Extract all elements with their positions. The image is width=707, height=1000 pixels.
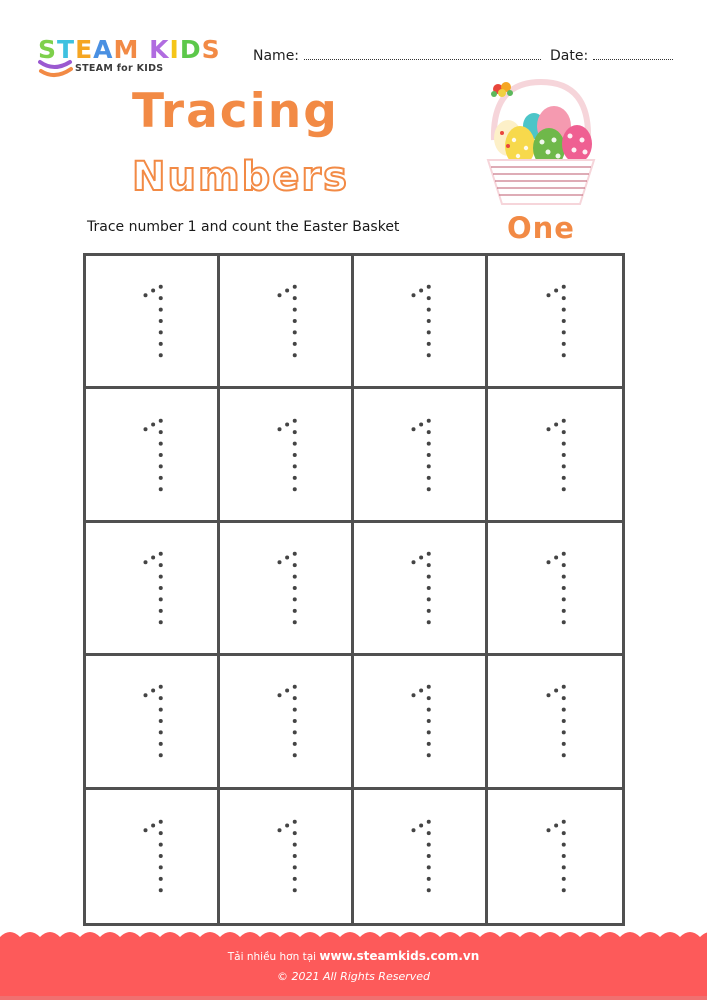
dotted-digit-1-icon xyxy=(544,281,570,361)
dotted-digit-1-icon xyxy=(409,681,435,761)
footer-download-line xyxy=(0,949,707,963)
footer-copyright: © 2021 All Rights Reserved xyxy=(276,970,430,983)
swoosh-icon xyxy=(38,58,74,80)
flower-icon xyxy=(491,82,513,97)
name-line[interactable] xyxy=(304,46,541,60)
trace-cell[interactable] xyxy=(86,256,220,389)
steam-kids-logo xyxy=(38,36,238,82)
logo-letter: S xyxy=(38,35,58,64)
logo-letter: D xyxy=(179,35,202,64)
trace-cell[interactable] xyxy=(220,389,354,522)
logo-letter: M xyxy=(113,35,140,64)
logo-letter: E xyxy=(75,35,94,64)
dotted-digit-1-icon xyxy=(141,548,167,628)
trace-cell[interactable] xyxy=(86,790,220,923)
dotted-digit-1-icon xyxy=(409,281,435,361)
trace-cell[interactable] xyxy=(86,389,220,522)
logo-tagline: STEAM for KIDS xyxy=(75,63,164,74)
trace-cell[interactable] xyxy=(86,656,220,789)
logo-letter xyxy=(139,36,149,64)
dotted-digit-1-icon xyxy=(275,816,301,896)
trace-cell[interactable] xyxy=(488,256,622,389)
trace-cell[interactable] xyxy=(220,790,354,923)
trace-cell[interactable] xyxy=(488,656,622,789)
trace-cell[interactable] xyxy=(488,389,622,522)
trace-cell[interactable] xyxy=(354,523,488,656)
trace-cell[interactable] xyxy=(488,523,622,656)
dotted-digit-1-icon xyxy=(409,548,435,628)
date-field[interactable] xyxy=(550,46,673,64)
trace-cell[interactable] xyxy=(220,256,354,389)
dotted-digit-1-icon xyxy=(409,816,435,896)
dotted-digit-1-icon xyxy=(275,681,301,761)
dotted-digit-1-icon xyxy=(275,415,301,495)
dotted-digit-1-icon xyxy=(141,281,167,361)
trace-cell[interactable] xyxy=(86,523,220,656)
easter-basket-icon xyxy=(482,78,600,208)
footer-url-link[interactable]: www.steamkids.com.vn xyxy=(319,949,480,963)
logo-letter: S xyxy=(201,35,221,64)
trace-cell[interactable] xyxy=(220,523,354,656)
logo-letter: T xyxy=(57,35,76,64)
dotted-digit-1-icon xyxy=(141,681,167,761)
dotted-digit-1-icon xyxy=(141,415,167,495)
dotted-digit-1-icon xyxy=(544,548,570,628)
dotted-digit-1-icon xyxy=(141,816,167,896)
dotted-digit-1-icon xyxy=(544,816,570,896)
name-date-row xyxy=(253,46,673,66)
footer-prefix: Tải nhiều hơn tại xyxy=(227,951,320,963)
trace-cell[interactable] xyxy=(354,790,488,923)
dotted-digit-1-icon xyxy=(275,548,301,628)
title-tracing: Tracing xyxy=(132,84,339,139)
dotted-digit-1-icon xyxy=(544,681,570,761)
logo-letter: A xyxy=(93,35,114,64)
trace-cell[interactable] xyxy=(354,389,488,522)
dotted-digit-1-icon xyxy=(409,415,435,495)
logo-letter: I xyxy=(169,35,180,64)
trace-cell[interactable] xyxy=(488,790,622,923)
logo-letter: K xyxy=(149,35,170,64)
date-line[interactable] xyxy=(593,46,673,60)
trace-cell[interactable] xyxy=(220,656,354,789)
name-field[interactable] xyxy=(253,46,541,64)
bottom-strip xyxy=(0,996,707,1000)
name-label: Name: xyxy=(253,48,300,64)
date-label: Date: xyxy=(550,48,589,64)
trace-cell[interactable] xyxy=(354,256,488,389)
dotted-digit-1-icon xyxy=(544,415,570,495)
trace-cell[interactable] xyxy=(354,656,488,789)
dotted-digit-1-icon xyxy=(275,281,301,361)
tracing-grid xyxy=(83,253,625,926)
number-word: One xyxy=(507,211,575,245)
title-numbers: Numbers xyxy=(132,154,349,200)
instruction-text: Trace number 1 and count the Easter Basket xyxy=(87,219,400,235)
